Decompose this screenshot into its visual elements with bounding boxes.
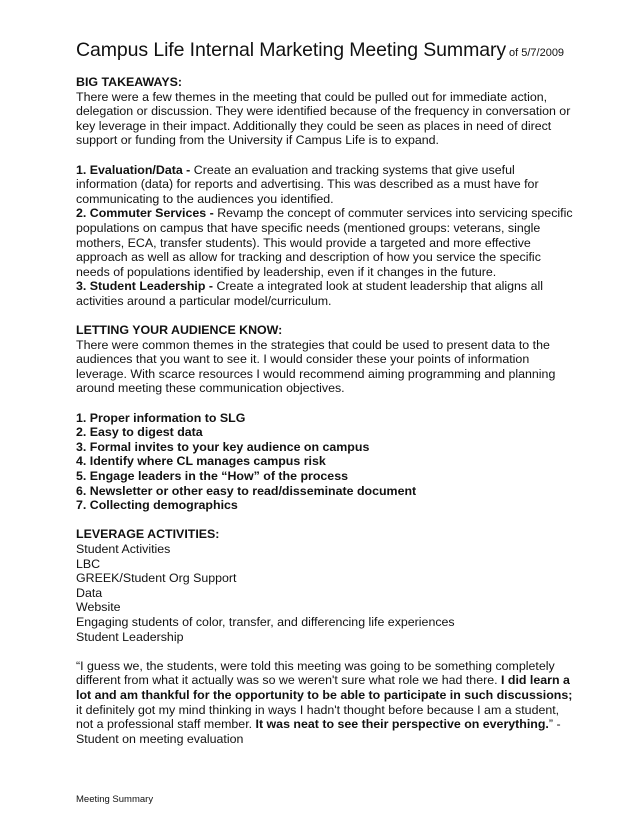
audience-list-item: 4. Identify where CL manages campus risk <box>76 454 326 469</box>
takeaway-label: 2. Commuter Services - <box>76 206 214 221</box>
section-heading-big-takeaways: BIG TAKEAWAYS: <box>76 75 183 89</box>
takeaway-item-commuter <box>76 206 576 279</box>
audience-list-item: 7. Collecting demographics <box>76 498 238 513</box>
leverage-item: GREEK/Student Org Support <box>76 571 237 586</box>
quote-attribution: ” -Student on meeting evaluation <box>76 717 561 746</box>
quote-text: “I guess we, the students, were told this meeting was going to be something completely different from what it actually was so we weren't sure what role we had there. <box>76 658 555 688</box>
page-footer: Meeting Summary <box>76 794 154 805</box>
takeaway-label: 1. Evaluation/Data - <box>76 162 191 177</box>
quote-emphasis: It was neat to see their perspective on everything. <box>255 717 549 732</box>
spacer <box>76 396 576 411</box>
leverage-item: Student Activities <box>76 542 171 556</box>
takeaway-text: Create a integrated look at student leadership that aligns all activities around a particular model/curriculum. <box>76 279 543 308</box>
big-takeaways-intro: There were a few themes in the meeting that could be pulled out for immediate action, delegation or discussion. They were identified because of the frequency in conversation or key leverage in their impact. Additionally they could be seen as places in need of direct support or funding from the University if Campus Life is to expand. <box>76 89 571 148</box>
section-heading-audience: LETTING YOUR AUDIENCE KNOW: <box>76 323 283 338</box>
section-heading-leverage: LEVERAGE ACTIVITIES: <box>76 527 220 542</box>
takeaway-text: Create an evaluation and tracking systems that give useful information (data) for reports and advertising. This was described as a must have for communicating to the audiences you identified. <box>76 162 539 206</box>
meeting-date: of 5/7/2009 <box>509 47 565 59</box>
spacer <box>76 148 576 163</box>
leverage-item: Website <box>76 600 121 615</box>
audience-list-item: 1. Proper information to SLG <box>76 410 246 425</box>
leverage-item: Data <box>76 585 103 600</box>
spacer <box>76 644 576 659</box>
spacer <box>76 513 576 528</box>
takeaway-text: Revamp the concept of commuter services into servicing specific populations on campus that have specific needs (mentioned groups: veterans, single mothers, ECA, transfer students). This would provide a targeted and more effective approach as well as allow for tracking and description of how you service the specific needs of populations identified by leadership, even if it changes in the future. <box>76 206 573 279</box>
quote-emphasis: I did learn a lot and am thankful for the opportunity to be able to participate in such discussions; <box>76 673 573 702</box>
takeaway-label: 3. Student Leadership - <box>76 279 214 294</box>
document-body <box>76 75 576 746</box>
takeaway-item-leadership <box>76 279 576 308</box>
audience-list-item: 5. Engage leaders in the “How” of the process <box>76 469 348 484</box>
audience-list-item: 3. Formal invites to your key audience on campus <box>76 439 370 454</box>
audience-list-item: 6. Newsletter or other easy to read/disseminate document <box>76 483 417 498</box>
student-quote <box>76 659 576 747</box>
title-line <box>76 39 564 62</box>
page-title: Campus Life Internal Marketing Meeting Summary <box>76 39 506 61</box>
leverage-item: Student Leadership <box>76 629 184 644</box>
audience-intro: There were common themes in the strategies that could be used to present data to the audiences that you want to see it. I would consider these your points of information leverage. With scarce resources I would recommend aiming programming and planning around meeting these communication objectives. <box>76 337 556 396</box>
leverage-item: Engaging students of color, transfer, and differencing life experiences <box>76 614 455 629</box>
quote-text: it definitely got my mind thinking in ways I hadn't thought before because I am a student, not a professional staff member. <box>76 702 560 732</box>
takeaway-item-evaluation <box>76 163 576 207</box>
audience-list-item: 2. Easy to digest data <box>76 425 203 440</box>
spacer <box>76 309 576 324</box>
leverage-item: LBC <box>76 556 101 571</box>
